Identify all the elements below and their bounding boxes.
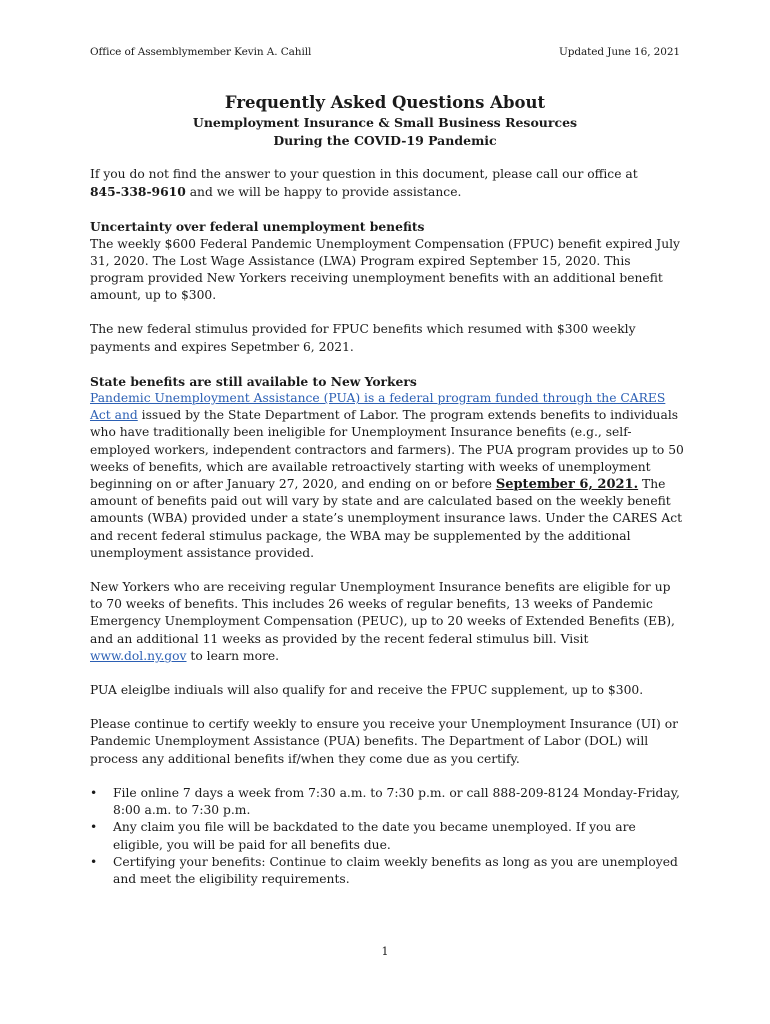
regular-ui-text-b: to learn more. [186,648,280,663]
header-updated-date: Updated June 16, 2021 [559,46,680,58]
pua-deadline-date: September 6, 2021. [495,477,639,493]
federal-benefits-paragraph: The weekly $600 Federal Pandemic Unemployment Compensation (FPUC) benefit expired July 31, 2020. The Lost Wage Assistance (LWA) Program expired September 15, 2020. This program provided New Yorkers receiving unemployment benefits with an additional benefit amount, up to $300. [90,236,680,303]
regular-ui-text-a: New Yorkers who are receiving regular Unemployment Insurance benefits are eligible for up to 70 weeks of benefits. This includes 26 weeks of regular benefits, 13 weeks of Pandemic Emergency Unemployment Compensation (PEUC), up to 20 weeks of Extended Benefits (EB), and an additional 11 weeks as provided by the recent federal stimulus bill. Visit [90,580,675,646]
bullet-icon: • [90,785,98,800]
dol-website-link[interactable]: www.dol.ny.gov [90,648,187,663]
fpuc-supplement-paragraph: PUA eleiglbe indiuals will also qualify for and receive the FPUC supplement, up to $300. [90,683,644,698]
document-title: Frequently Asked Questions About [224,93,546,112]
list-item-text: Certifying your benefits: Continue to claim weekly benefits as long as you are unemployed and meet the eligibility requirements. [113,854,678,886]
section-heading-state: State benefits are still available to New Yorkers [90,373,417,389]
page-number: 1 [381,945,389,958]
intro-text: If you do not find the answer to your question in this document, please call our office at [90,167,638,181]
pua-paragraph [90,390,684,562]
certification-bullet-list [90,785,684,888]
pua-program-link[interactable]: Pandemic Unemployment Assistance (PUA) is a federal program funded through the CARES Act and [90,391,666,423]
list-item-text: File online 7 days a week from 7:30 a.m. to 7:30 p.m. or call 888-209-8124 Monday-Friday, 8:00 a.m. to 7:30 p.m. [113,785,680,818]
bullet-icon: • [90,854,98,869]
list-item [90,785,684,819]
certify-weekly-paragraph: Please continue to certify weekly to ensure you receive your Unemployment Insurance (UI) or Pandemic Unemployment Assistance (PUA) benefits. The Department of Labor (DOL) will process any additional benefits if/when they come due as you certify. [90,717,678,766]
list-item [90,819,684,853]
intro-paragraph [90,166,684,201]
header-office: Office of Assemblymember Kevin A. Cahill [90,46,312,58]
intro-text-end: and we will be happy to provide assistance. [185,185,462,200]
document-title-block [90,92,680,150]
running-header [90,46,680,58]
section-heading-federal: Uncertainty over federal unemployment benefits [90,219,425,235]
document-body [90,166,684,888]
pua-text-b: The amount of benefits paid out will vary by state and are calculated based on the weekly benefit amounts (WBA) provided under a state’s unemployment insurance laws. Under the CARES Act and recent federal stimulus package, the WBA may be supplemented by the additional unemployment assistance provided. [90,477,683,560]
document-subtitle-1: Unemployment Insurance & Small Business Resources [192,115,578,130]
office-phone-number: 845-338-9610 [90,184,186,200]
document-subtitle-2: During the COVID-19 Pandemic [273,133,497,148]
regular-ui-paragraph [90,579,684,665]
bullet-icon: • [90,820,98,835]
list-item [90,854,684,888]
list-item-text: Any claim you file will be backdated to the date you became unemployed. If you are eligible, you will be paid for all benefits due. [113,820,636,852]
federal-stimulus-paragraph: The new federal stimulus provided for FPUC benefits which resumed with $300 weekly payments and expires Sepetmber 6, 2021. [90,322,636,354]
pua-text-a: issued by the State Department of Labor. The program extends benefits to individuals who have traditionally been ineligible for Unemployment Insurance benefits (e.g., self-employed workers, independent contractors and farmers). The PUA program provides up to 50 weeks of benefits, which are available retroactively starting with weeks of unemployment beginning on or after January 27, 2020, and ending on or before [90,408,684,492]
